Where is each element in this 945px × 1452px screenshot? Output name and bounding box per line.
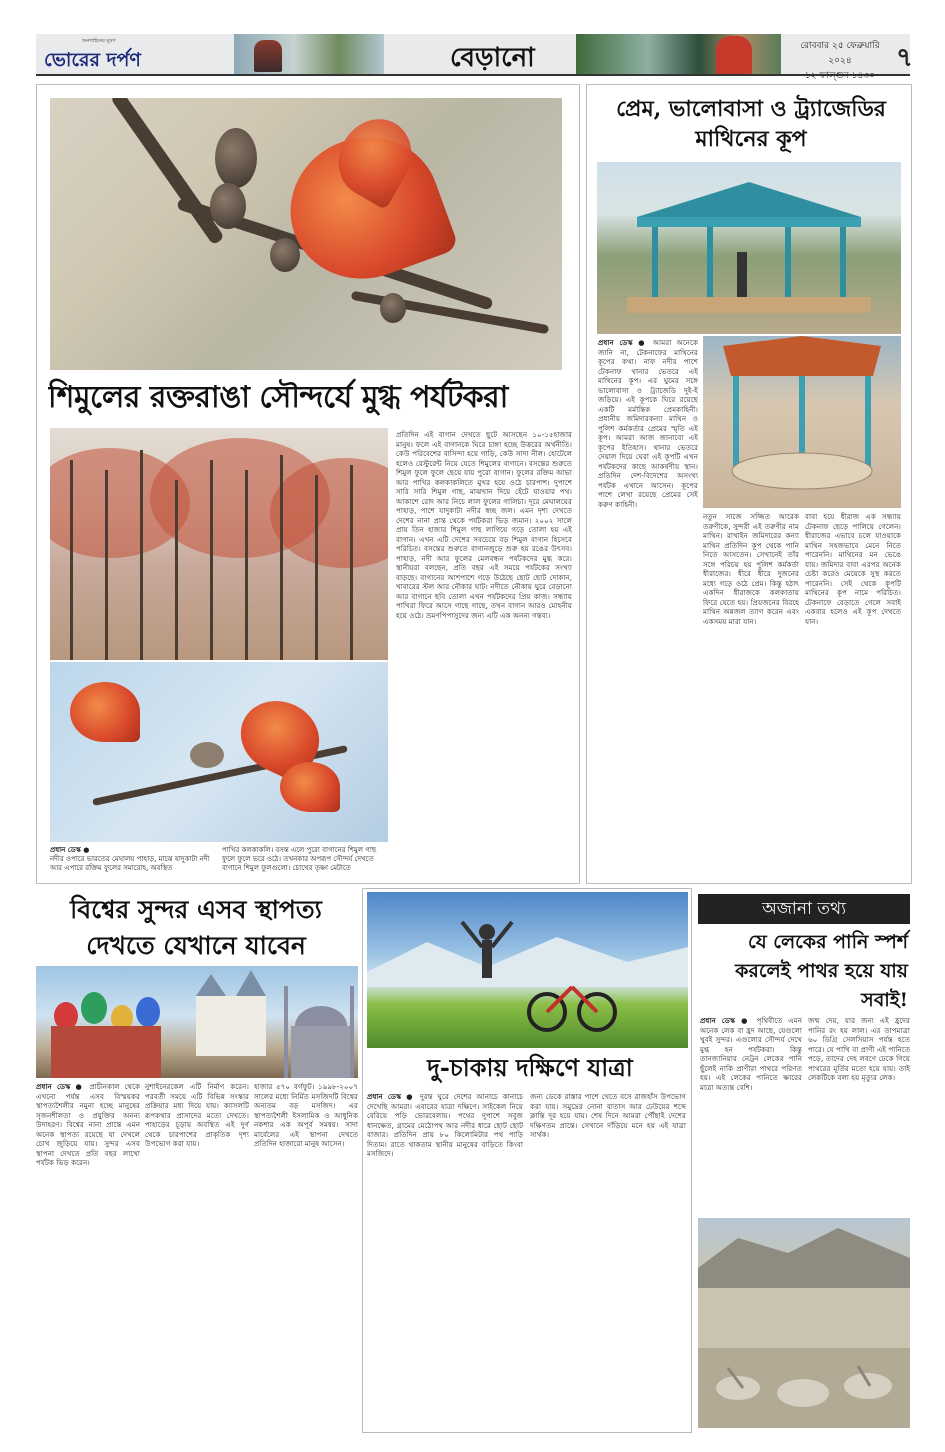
natron-lake-photo — [698, 1218, 910, 1428]
architecture-body-col2: নুশাইনেরকেল এটি নির্মাণ করেন। পরবর্তী সময়ে এটি বিভিন্ন সংস্কার প্রক্রিয়ার মধ্য দিয়ে যায়। ক্যাসলটি রূপকথার প্রাসাদের মতো দেখতে। পাহাড়ের চূড়ায় অবস্থিত এই দুর্গ থেকে চারপাশের প্রাকৃতিক দৃশ্য উপভোগ করা যায়। — [145, 1082, 249, 1148]
shimul-body: প্রতিদিন এই বাগান দেখতে ছুটে আসছেন ১০-১৫হাজার মানুষ। ফলে এই বাগানকে ঘিরে চাঙ্গা হচ্ছে উত্তরের অর্থনীতি। কেউ পরিবেশের বাসিন্দা হয়ে গাড়ি, কেউ সাদা নীল। হোটেলে হলেও রেস্টুরেন্ট নিয়ে যেতে শিমুলের বাগানে। বসন্তের শুরুতে শিমুল ফুলে ফুলে ছেয়ে যায় পুরো বাগান। ফুলের রক্তিম আভা আর পাখির কলকাকলিতে মুখর হয়ে ওঠে চারপাশ। দুপাশে সারি সারি শিমুল গাছ, মাঝখান দিয়ে হেঁটে যাওয়ার পথ। আকাশে রোদ আর নিচে লাল ফুলের গালিচা। দূরে মেঘালয়ের পাহাড়, পাশে যাদুকাটা নদীর স্বচ্ছ জল। এমন দৃশ্য দেখতে দেশের নানা প্রান্ত থেকে পর্যটকরা ভিড় জমান। ২০০২ সালে প্রায় তিন হাজার শিমুল গাছ লাগিয়ে গড়ে তোলা হয় এই বাগান। এখন এটি দেশের সবচেয়ে বড় শিমুল বাগান হিসেবে পরিচিত। বসন্তের শুরুতে বাগানজুড়ে শুরু হয় রঙের উৎসব। পাহাড়, নদী আর ফুলের মেলবন্ধন পর্যটকদের মুগ্ধ করে। স্থানীয়রা বলছেন, প্রতি বছর এই সময়ে পর্যটকের সংখ্যা বাড়ছে। বাগানের আশপাশে গড়ে উঠেছে ছোট ছোট দোকান, খাবারের স্টল আর নৌকার ঘাট। নদীতে নৌকায় ঘুরে বেড়ানো আর বাগানে ছবি তোলা এখন পর্যটকদের প্রিয় কাজ। সন্ধ্যায় পাখিরা ফিরে আসে গাছে গাছে, তখন বাগান আরও মোহনীয় হয়ে ওঠে। ভ্রমণপিপাসুদের জন্য এটি এক অনন্য গন্তব্য। — [396, 430, 572, 620]
shimul-caption-right: পাখির কলকাকলি। বসন্ত এলে পুরো বাগানের শিমুল গাছ ফুলে ফুলে ভরে ওঠে। তখনকার অপরূপ সৌন্দর্য দেখতে বাগানে শিমুল ফুলগুলো। চোখের তৃষ্ণা মেটাতে — [222, 846, 377, 872]
mathin-well-photo-1 — [597, 162, 901, 334]
well-body-col1 — [598, 338, 698, 876]
logo-tagline: অনলাইনের মুদ্রণ — [82, 38, 116, 44]
well-headline: প্রেম, ভালোবাসা ও ট্র্যাজেডির মাথিনের কূপ — [616, 96, 886, 152]
well-byline: প্রধান ডেস্ক ● — [598, 338, 648, 347]
lake-body-col1 — [700, 1016, 802, 1214]
cycle-body-col2: জন্য ডেকে রাস্তার পাশে খেতে বসে রাজহাঁস উপভোগ করা যায়। সমুদ্রের নোনা বাতাস আর ঢেউয়ের শব্দে ক্লান্তি দূর হয়ে যায়। শেষ দিনে আমরা পৌঁছাই দেশের দক্ষিণতম প্রান্তে। সেখানে দাঁড়িয়ে মনে হয় এই যাত্রা সার্থক। — [530, 1092, 686, 1139]
cycle-body-col1 — [367, 1092, 523, 1428]
well-body-col3: বাবা হয়ে ধীরাজ এক সন্ধ্যায় টেকনাফ ছেড়ে পালিয়ে গেলেন। ধীরাজের এভাবে চলে যাওয়াকে মাথিন সহজভাবে মেনে নিতে পারেননি। মাথিনের মন ভেঙে যায়। জমিদার বাবা এরপর অনেক চেষ্টা করেও মেয়েকে সুস্থ করতে পারেননি। সেই থেকে কূপটি মাথিনের কূপ নামে পরিচিত। টেকনাফে বেড়াতে গেলে সবাই একবার হলেও এই কূপ দেখতে যান। — [805, 512, 901, 626]
world-architecture-photo — [36, 966, 358, 1078]
shimul-byline: প্রধান ডেস্ক ● — [50, 846, 90, 854]
lake-body-col2: জন্ম দেয়, যার জন্য এই হ্রদের পানির রং হয় লাল। এর তাপমাত্রা ৬০ ডিগ্রি সেলসিয়াস পর্যন্ত হতে পারে। যে পাখি বা প্রাণী এই পানিতে পড়ে, তাদের দেহ লবণে ঢেকে গিয়ে পাথরের মূর্তির মতো হয়ে যায়। তাই লেকটিকে বলা হয় মৃত্যুর লেক। — [808, 1016, 910, 1082]
architecture-body-col1-text: প্রাচীনকাল থেকে এখনো পর্যন্ত এসব বিস্ময়কর স্থাপত্যশৈলীর নমুনা হচ্ছে মানুষের সৃজনশীলতা ও প্রযুক্তির অনন্য উদাহরণ। বিশ্বের নানা প্রান্তে এমন অনেক স্থাপত্য রয়েছে যা দেখলে চোখ জুড়িয়ে যায়। সুন্দর এসব স্থাপনা দেখতে প্রতি বছর লাখো পর্যটক ভিড় করেন। — [36, 1082, 140, 1167]
well-body-col1-text: আমরা অনেকে জানি না, টেকনাফের মাথিনের কূপের কথা। নাফ নদীর পাশে টেকনাফ থানার ভেতরে এই মাথিনের কূপ। এর ঘুমের সঙ্গে ভালোবাসা ও ট্র্যাজেডি দুই-ই জড়িয়ে। এই কূপকে ঘিরে রয়েছে একটি মর্মান্তিক প্রেমকাহিনী। প্রধানীয় জমিদারকন্যা মাথিন ও পুলিশ কর্মকর্তার প্রেমের স্মৃতি এই কূপ। আমরা আজ জানাবো এই কূপের ইতিহাস। থানার ভেতরে দেয়াল দিয়ে ঘেরা এই কূপটি এখন পর্যটকদের কাছে আকর্ষণীয় স্থান। প্রতিদিন দেশ-বিদেশের অসংখ্য পর্যটক এখানে আসেন। কূপের পাশে লেখা রয়েছে প্রেমের সেই করুণ কাহিনী। — [598, 338, 698, 509]
newspaper-logo — [40, 38, 198, 72]
section-title: বেড়ানো — [450, 43, 535, 73]
cycle-byline: প্রধান ডেস্ক ● — [367, 1092, 416, 1101]
architecture-body-col3: হাজার ৫৭০ বর্গফুট। ১৯৯৮-২০০৭ সালের মধ্যে নির্মিত মসজিদটি বিশ্বের অন্যতম বড় মসজিদ। এর স্থাপত্যশৈলী ইসলামিক ও আধুনিক নকশার এক অপূর্ব সমন্বয়। সাদা মার্বেলের এই স্থাপনা দেখতে প্রতিদিন হাজারো মানুষ আসেন। — [254, 1082, 358, 1148]
cycle-headline: দু-চাকায় দক্ষিণে যাত্রা — [427, 1053, 633, 1082]
mathin-well-photo-2 — [703, 336, 901, 508]
masthead-photo-right — [576, 34, 781, 74]
page-number: ৭ — [896, 43, 913, 73]
date-gregorian: রোববার ২৫ ফেব্রুয়ারি ২০২৪ — [800, 41, 880, 66]
architecture-headline: বিশ্বের সুন্দর এসব স্থাপত্য দেখতে যেখানে যাবেন — [70, 895, 322, 960]
cycle-trip-photo — [367, 892, 688, 1048]
shimul-bird-photo — [50, 662, 388, 842]
masthead — [36, 34, 913, 81]
shimul-blossom-photo — [50, 98, 562, 370]
date-bengali: ১২ ফাল্গুন ১৪৩০ — [804, 71, 876, 81]
shimul-headline: শিমুলের রক্তরাঙা সৌন্দর্যে মুগ্ধ পর্যটকরা — [48, 380, 508, 415]
cycle-body-col1-text: দুরন্ত ঘুরে দেশের আনাচে কানাচে দেখেছি আমরা। এবারের যাত্রা দক্ষিণে। সাইকেল নিয়ে বেরিয়ে পড়ি ভোরবেলায়। পথের দুপাশে সবুজ ধানক্ষেত, গ্রামের মেঠোপথ আর নদীর ধারে ছোট ছোট বাজার। প্রতিদিন প্রায় ৮০ কিলোমিটার পথ পাড়ি দিতাম। রাতে থাকতাম স্থানীয় মানুষের বাড়িতে কিংবা মসজিদে। — [367, 1092, 523, 1158]
shimul-garden-photo — [50, 428, 388, 660]
lake-body-col1-text: পৃথিবীতে এমন অনেক লেক বা হ্রদ আছে, যেগুলো খুবই সুন্দর। এগুলোর সৌন্দর্য দেখে মুগ্ধ হন পর্যটকরা। কিন্তু তানজানিয়ার নেট্রন লেকের পানি ছুঁলেই নাকি প্রাণীরা পাথরে পরিণত হয়। এই লেকের পানিতে ক্ষারের মাত্রা অত্যন্ত বেশি। — [700, 1016, 802, 1092]
architecture-body-col1 — [36, 1082, 140, 1432]
shimul-caption-left-text: নদীর ওপারে ভারতের মেঘালয় পাহাড়, মাঝে যাদুকাটা নদী আর এপারে রক্তিম ফুলের সমারোহ, অবস্থিত — [50, 855, 210, 872]
architecture-byline: প্রধান ডেস্ক ● — [36, 1082, 85, 1091]
masthead-photo-left — [234, 34, 384, 74]
lake-byline: প্রধান ডেস্ক ● — [700, 1016, 751, 1025]
well-body-col2: নতুন সাজে সজ্জিত আরেক তরুণীকে, সুন্দরী এই তরুণীর নাম মাথিন। রাখাইন জমিদারের কন্যা মাথিন প্রতিদিন কূপ থেকে পানি নিতে আসতেন। সেখানেই তাঁর সঙ্গে পরিচয় হয় পুলিশ কর্মকর্তা ধীরাজের। ধীরে ধীরে দুজনের মধ্যে গড়ে ওঠে প্রেম। কিন্তু হঠাৎ একদিন ধীরাজকে কলকাতায় ফিরে যেতে হয়। প্রিয়জনের বিরহে মাথিন অন্নজল ত্যাগ করেন এবং একসময় মারা যান। — [703, 512, 799, 626]
paper-name: ভোরের দর্পণ — [44, 49, 141, 71]
issue-date — [788, 39, 892, 84]
shimul-caption-left — [50, 846, 216, 873]
lake-headline: যে লেকের পানি স্পর্শ করলেই পাথর হয়ে যায় সবাই! — [735, 931, 908, 1011]
unknown-facts-band: অজানা তথ্য — [698, 894, 910, 924]
